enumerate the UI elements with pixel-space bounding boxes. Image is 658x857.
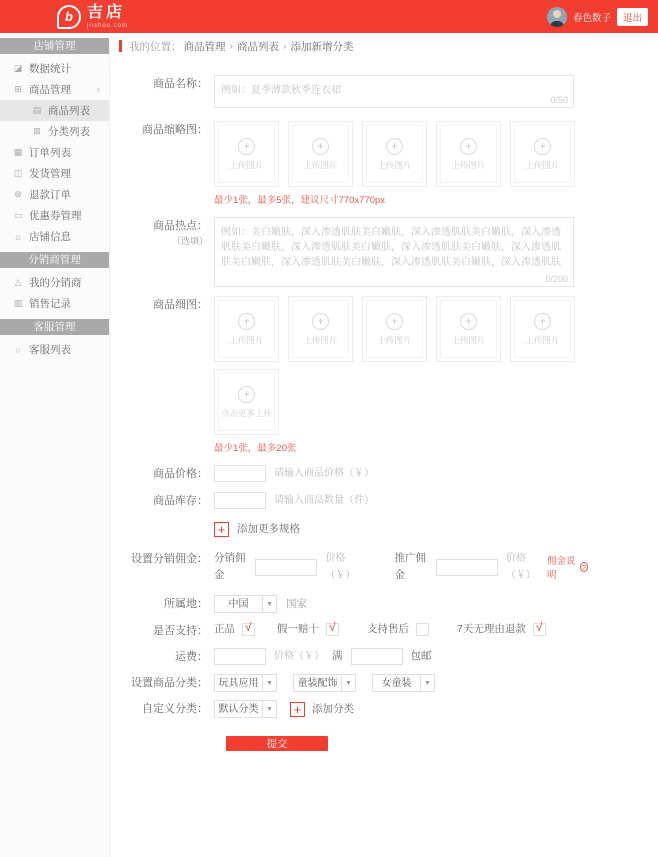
- distribution-commission-hint: 价格（￥）: [325, 553, 356, 581]
- add-spec-label[interactable]: 添加更多规格: [237, 523, 300, 535]
- custom-category-select[interactable]: [214, 700, 277, 718]
- promotion-commission-input[interactable]: [436, 559, 498, 576]
- chevron-down-icon: ▼: [341, 675, 355, 691]
- chevron-down-icon: ▼: [262, 701, 276, 717]
- category-select-2-value: 童装配饰: [297, 678, 338, 689]
- headset-icon: ○: [15, 344, 21, 355]
- avatar-head: [553, 10, 561, 18]
- sidebar-item-label: 退款订单: [29, 189, 71, 201]
- product-name-input[interactable]: [215, 76, 573, 96]
- shipping-threshold-label: 满: [332, 650, 343, 662]
- check-icon: √: [329, 619, 336, 634]
- product-name-label: 商品名称：: [153, 78, 208, 90]
- promotion-commission-label: 推广佣金: [394, 552, 426, 581]
- thumbnail-note: 最少1张，最多5张，建议尺寸770x770px: [214, 195, 386, 206]
- sidebar-item-data-stats[interactable]: [0, 58, 109, 79]
- price-input[interactable]: [214, 465, 266, 482]
- detail-upload-box[interactable]: [510, 296, 575, 362]
- refund-icon: ⊗: [14, 189, 22, 199]
- category-select-3-value: 女童装: [381, 678, 412, 689]
- plus-circle-icon: +: [386, 138, 403, 155]
- support-label: 是否支持：: [153, 625, 208, 637]
- sidebar-section-distributor-management: 分销商管理: [0, 252, 109, 268]
- region-select[interactable]: [214, 595, 277, 613]
- order-icon: ▦: [13, 147, 23, 157]
- breadcrumb-current-page: 添加新增分类: [290, 40, 354, 53]
- detail-upload-box[interactable]: [214, 296, 279, 362]
- chevron-down-icon: ▼: [420, 675, 434, 691]
- sidebar-item-refund-orders[interactable]: [0, 184, 109, 205]
- sidebar-item-label: 优惠券管理: [29, 210, 82, 222]
- region-suffix: 国家: [286, 597, 307, 610]
- thumbnail-upload-box[interactable]: [436, 121, 501, 187]
- shipping-price-hint: 价格（￥）: [274, 651, 324, 662]
- upload-more-box[interactable]: [214, 369, 279, 435]
- sidebar: [0, 33, 110, 857]
- stock-hint: 请输入商品数量（件）: [274, 495, 374, 506]
- price-hint: 请输入商品价格（￥）: [274, 468, 374, 479]
- username-label: 春色数子: [572, 12, 611, 24]
- plus-circle-icon: +: [238, 386, 255, 403]
- checkbox-fake-compensation[interactable]: [326, 619, 339, 636]
- question-circle-icon: ?: [580, 562, 588, 572]
- region-label: 所属地：: [164, 598, 208, 610]
- upload-more-text: 点击更多上传: [220, 407, 272, 418]
- detail-image-note: 最少1张，最多20张: [214, 443, 297, 454]
- record-icon: ▥: [13, 298, 23, 308]
- category-label: 设置商品分类：: [131, 677, 208, 689]
- distribution-commission-label: 分销佣金: [214, 552, 246, 581]
- product-name-counter: 0/50: [550, 95, 568, 105]
- bag-icon: ⊞: [14, 84, 22, 94]
- upload-text: 上传图片: [451, 159, 486, 170]
- upload-text: 上传图片: [525, 334, 560, 345]
- breadcrumb-separator: ›: [283, 40, 287, 52]
- shipping-price-input[interactable]: [214, 648, 266, 665]
- category-select-3[interactable]: [372, 674, 435, 692]
- sidebar-item-label: 订单列表: [29, 147, 71, 159]
- shipping-threshold-input[interactable]: [351, 648, 403, 665]
- plus-circle-icon: +: [534, 138, 551, 155]
- chevron-down-icon: ▼: [262, 675, 276, 691]
- add-category-label[interactable]: 添加分类: [312, 702, 354, 715]
- upload-text: 上传图片: [303, 334, 338, 345]
- distribution-commission-input[interactable]: [255, 559, 317, 576]
- sidebar-item-sales-records[interactable]: [0, 293, 109, 314]
- commission-label: 设置分销佣金：: [131, 553, 208, 565]
- thumbnail-upload-box[interactable]: [510, 121, 575, 187]
- plus-circle-icon: +: [238, 313, 255, 330]
- plus-circle-icon: +: [534, 313, 551, 330]
- network-icon: △: [14, 277, 22, 287]
- app-logo: [57, 5, 128, 29]
- detail-upload-box[interactable]: [288, 296, 353, 362]
- user-avatar[interactable]: [547, 7, 567, 27]
- stock-label: 商品库存：: [153, 495, 208, 507]
- detail-image-label: 商品细图：: [153, 299, 208, 311]
- support-option-fake-compensation-label: 假一赔十: [277, 623, 319, 635]
- checkbox-after-sales[interactable]: [416, 623, 429, 636]
- add-spec-plus-icon[interactable]: +: [214, 522, 229, 537]
- submit-button[interactable]: 提交: [226, 736, 328, 751]
- shop-icon: ⌂: [15, 231, 21, 242]
- sidebar-item-label: 我的分销商: [29, 277, 82, 289]
- sidebar-item-label: 发货管理: [29, 168, 71, 180]
- sidebar-item-category-list[interactable]: [0, 121, 109, 142]
- thumbnail-upload-box[interactable]: [288, 121, 353, 187]
- sidebar-item-shop-info[interactable]: [0, 226, 109, 247]
- custom-category-select-value: 默认分类: [218, 704, 259, 715]
- hotspot-optional-label: （选填）: [171, 236, 208, 246]
- sidebar-item-label: 商品列表: [48, 105, 90, 117]
- detail-upload-box[interactable]: [436, 296, 501, 362]
- commission-rule-link[interactable]: [547, 553, 588, 581]
- commission-rule-text: 佣金说明: [546, 556, 576, 581]
- hotspot-counter: 0/200: [545, 274, 568, 284]
- support-option-7day-return-label: 7天无理由退款: [457, 623, 526, 635]
- category-select-2[interactable]: [293, 674, 356, 692]
- plus-circle-icon: +: [460, 313, 477, 330]
- sidebar-item-label: 客服列表: [29, 344, 71, 356]
- upload-text: 上传图片: [303, 159, 338, 170]
- checkbox-genuine[interactable]: [242, 619, 255, 636]
- breadcrumb-link-product-management[interactable]: 商品管理: [183, 40, 226, 53]
- chevron-right-icon: ›: [96, 83, 100, 96]
- sidebar-section-customer-service: 客服管理: [0, 319, 109, 335]
- upload-text: 上传图片: [229, 334, 264, 345]
- truck-icon: ◫: [13, 168, 23, 178]
- category-select-1[interactable]: [214, 674, 277, 692]
- plus-circle-icon: +: [238, 138, 255, 155]
- upload-text: 上传图片: [525, 159, 560, 170]
- support-option-after-sales-label: 支持售后: [367, 623, 409, 635]
- sidebar-item-product-management[interactable]: [0, 79, 109, 100]
- logo-domain: jiishoo.com: [87, 22, 129, 29]
- sidebar-item-coupon-management[interactable]: [0, 205, 109, 226]
- app-header: [0, 0, 658, 33]
- plus-circle-icon: +: [386, 313, 403, 330]
- category-select-1-value: 玩具应用: [218, 678, 259, 689]
- sidebar-item-label: 数据统计: [29, 63, 71, 75]
- coupon-icon: ▭: [13, 210, 23, 220]
- chart-icon: ◪: [13, 63, 23, 73]
- shipping-label: 运费：: [175, 651, 208, 663]
- list-icon: ▤: [32, 105, 42, 115]
- sidebar-item-label: 店铺信息: [29, 231, 71, 243]
- checkbox-7day-return[interactable]: [533, 619, 546, 636]
- logo-text: 吉店: [87, 3, 126, 21]
- sidebar-item-label: 商品管理: [29, 84, 71, 96]
- tags-icon: ⊠: [33, 126, 41, 136]
- sidebar-item-label: 销售记录: [29, 298, 71, 310]
- sidebar-item-shipping-management[interactable]: [0, 163, 109, 184]
- plus-circle-icon: +: [312, 138, 329, 155]
- breadcrumb-prefix: 我的位置：: [129, 40, 182, 53]
- chevron-down-icon: ▼: [262, 596, 276, 612]
- check-icon: √: [245, 619, 252, 634]
- breadcrumb-separator: ›: [229, 40, 233, 52]
- thumbnail-upload-box[interactable]: [362, 121, 427, 187]
- plus-circle-icon: +: [312, 313, 329, 330]
- breadcrumb: [111, 37, 658, 55]
- region-select-value: 中国: [228, 599, 249, 610]
- price-label: 商品价格：: [153, 468, 208, 480]
- main-content: [111, 33, 658, 857]
- custom-category-label: 自定义分类：: [142, 703, 208, 715]
- upload-text: 上传图片: [377, 159, 412, 170]
- check-icon: √: [535, 619, 543, 634]
- sidebar-item-my-distributors[interactable]: [0, 272, 109, 293]
- breadcrumb-accent-bar: [119, 40, 122, 52]
- add-category-form: [111, 55, 658, 751]
- promotion-commission-hint: 价格（￥）: [505, 553, 536, 581]
- upload-text: 上传图片: [377, 334, 412, 345]
- breadcrumb-link-product-list[interactable]: 商品列表: [237, 40, 279, 53]
- hotspot-input[interactable]: [215, 218, 573, 270]
- upload-text: 上传图片: [451, 334, 486, 345]
- upload-text: 上传图片: [229, 159, 264, 170]
- avatar-torso: [550, 21, 564, 27]
- sidebar-section-shop-management: 店铺管理: [0, 38, 109, 54]
- free-shipping-label: 包邮: [410, 650, 432, 662]
- plus-circle-icon: +: [460, 138, 477, 155]
- sidebar-item-service-list[interactable]: [0, 339, 109, 360]
- detail-upload-box[interactable]: [362, 296, 427, 362]
- sidebar-item-product-list[interactable]: [0, 100, 109, 121]
- sidebar-item-label: 分类列表: [48, 126, 90, 138]
- thumbnail-upload-box[interactable]: [214, 121, 279, 187]
- sidebar-item-order-list[interactable]: [0, 142, 109, 163]
- add-category-plus-icon[interactable]: +: [290, 702, 305, 717]
- support-option-genuine-label: 正品: [214, 623, 235, 635]
- thumbnail-label: 商品缩略图：: [142, 124, 208, 136]
- logout-button[interactable]: 退出: [617, 8, 648, 26]
- hotspot-label: 商品热点：: [153, 220, 208, 232]
- stock-input[interactable]: [214, 492, 266, 509]
- logo-bubble-icon: b: [57, 5, 81, 29]
